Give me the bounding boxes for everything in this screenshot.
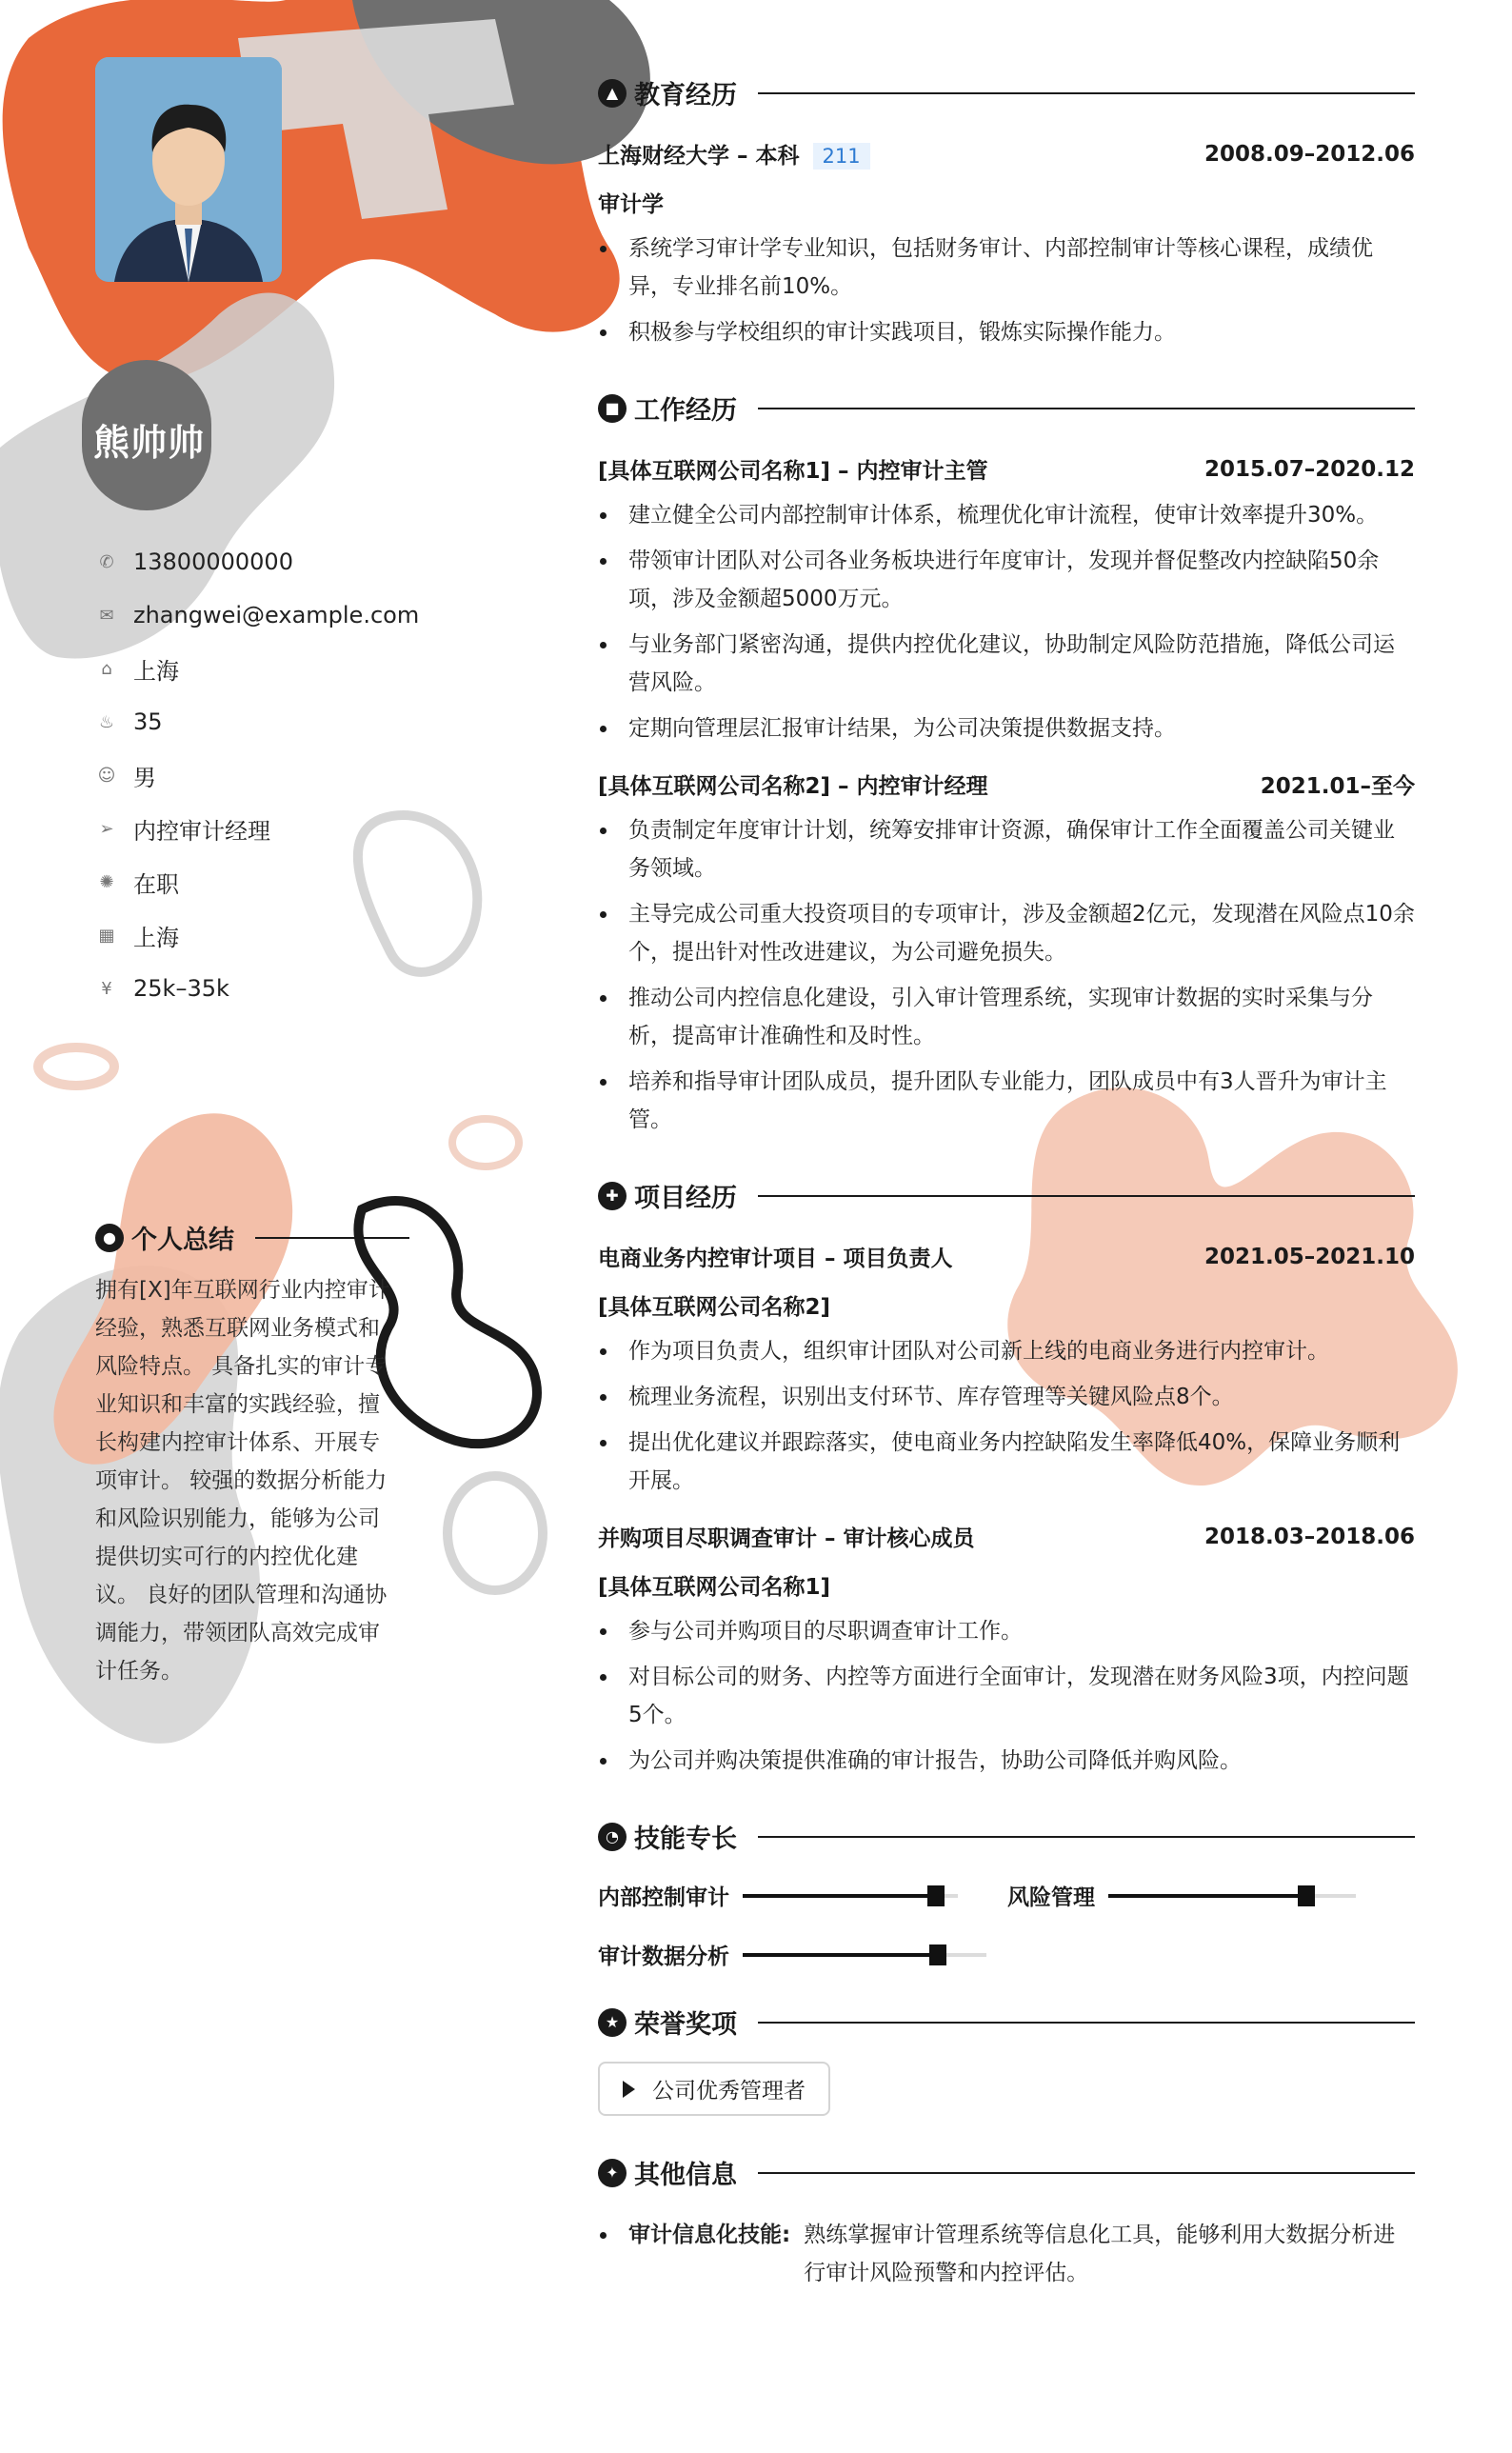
list-item: 作为项目负责人，组织审计团队对公司新上线的电商业务进行内控审计。 [598, 1332, 1415, 1370]
cake-icon: ♨ [98, 711, 115, 732]
major: 审计学 [598, 192, 664, 217]
list-item: 对目标公司的财务、内控等方面进行全面审计，发现潜在财务风险3项，内控问题5个。 [598, 1658, 1415, 1734]
divider [758, 1836, 1415, 1838]
list-item: 与业务部门紧密沟通，提供内控优化建议，协助制定风险防范措施，降低公司运营风险。 [598, 626, 1415, 702]
contact-gender: ☺ 男 [95, 748, 419, 802]
awards-section: ★ 荣誉奖项 公司优秀管理者 [598, 2004, 1415, 2116]
list-item: 推动公司内控信息化建设，引入审计管理系统，实现审计数据的实时采集与分析，提高审计准确性和及时性。 [598, 979, 1415, 1055]
projects-section: ✚ 项目经历 电商业务内控审计项目 – 项目负责人 2021.05–2021.10 [具体互联网公司名称2] 作为项目负责人，组织审计团队对公司新上线的电商业务进行内控审计。 梳理业务流程，识别出支付环节、库存管理等关键风险点8个。 提出优化建议并跟踪落实，使电商业务内控缺陷发生率降低40%，保障业务顺利开展。 并购项目尽职调查审计 – 审计核心成员 2018.03–2018.06 [具体互联网公司名称1] 参与公司并购项目的尽职调查审计工作。 对目标公司的财务、内控等方面进行全面审计，发现潜在财务风险3项，内控问题5个。 为公司并购决策提供准确的审计报告，协助公司降低并购风险。 [598, 1177, 1415, 1780]
phone-icon: ✆ [99, 551, 114, 572]
list-item: 积极参与学校组织的审计实践项目，锻炼实际操作能力。 [598, 313, 1415, 351]
project-company: [具体互联网公司名称1] [598, 1575, 831, 1600]
contact-phone: ✆ 13800000000 [95, 535, 419, 588]
contact-position: ➢ 内控审计经理 [95, 802, 419, 855]
contact-location: ⌂ 上海 [95, 642, 419, 695]
grid-icon: ✚ [598, 1182, 627, 1210]
other-section: ✦ 其他信息 审计信息化技能: 熟练掌握审计管理系统等信息化工具，能够利用大数据分析进行审计风险预警和内控评估。 [598, 2154, 1415, 2292]
contact-city: ▦ 上海 [95, 908, 419, 962]
skill-bar [1108, 1894, 1356, 1898]
list-item: 为公司并购决策提供准确的审计报告，协助公司降低并购风险。 [598, 1742, 1415, 1780]
divider [758, 2022, 1415, 2024]
outline-ring-small [452, 1119, 519, 1167]
send-icon: ➢ [99, 818, 114, 839]
skill-knob [929, 1944, 946, 1965]
education-bullets [598, 229, 1415, 351]
building-icon: ▦ [98, 925, 115, 946]
divider [255, 1237, 409, 1239]
skills-section: ◔ 技能专长 内部控制审计 风险管理 审计数据分析 [598, 1818, 1415, 1994]
project-bullets [598, 1332, 1415, 1500]
skill-item: 风险管理 [1007, 1880, 1356, 1911]
profile-name: 熊帅帅 [93, 422, 206, 464]
main-column [598, 74, 1415, 2300]
yen-icon: ¥ [101, 978, 112, 999]
contact-status: ✺ 在职 [95, 855, 419, 908]
job-bullets [598, 496, 1415, 748]
contact-age: ♨ 35 [95, 695, 419, 748]
job-bullets [598, 811, 1415, 1139]
project-header: 电商业务内控审计项目 – 项目负责人 2021.05–2021.10 [598, 1244, 1415, 1271]
avatar [95, 57, 282, 282]
skill-item: 审计数据分析 [598, 1939, 986, 1970]
contact-email[interactable]: ✉ zhangwei@example.com [95, 588, 419, 642]
job-header: [具体互联网公司名称1] – 内控审计主管 2015.07–2020.12 [598, 456, 1415, 484]
list-item: 审计信息化技能: 熟练掌握审计管理系统等信息化工具，能够利用大数据分析进行审计风险预警和内控评估。 [598, 2216, 1415, 2292]
list-item: 定期向管理层汇报审计结果，为公司决策提供数据支持。 [598, 709, 1415, 748]
school-tag: 211 [813, 143, 870, 170]
job-header: [具体互联网公司名称2] – 内控审计经理 2021.01–至今 [598, 774, 1415, 799]
skill-bar [743, 1894, 958, 1898]
list-item: 梳理业务流程，识别出支付环节、库存管理等关键风险点8个。 [598, 1378, 1415, 1416]
divider [758, 408, 1415, 409]
user-icon: ● [95, 1224, 124, 1252]
info-icon: ✦ [598, 2159, 627, 2187]
mail-icon: ✉ [99, 605, 114, 626]
skill-fill [1108, 1894, 1306, 1898]
project-company: [具体互联网公司名称2] [598, 1295, 831, 1320]
summary-text: 拥有[X]年互联网行业内控审计经验，熟悉互联网业务模式和风险特点。 具备扎实的审计专业知识和丰富的实践经验，擅长构建内控审计体系、开展专项审计。 较强的数据分析能力和风险识别能力，能够为公司提供切实可行的内控优化建议。 良好的团队管理和沟通协调能力，带领团队高效完成审计任务。 [95, 1278, 390, 1684]
project-header: 并购项目尽职调查审计 – 审计核心成员 2018.03–2018.06 [598, 1524, 1415, 1551]
play-icon [623, 2081, 635, 2098]
skill-list [598, 1880, 1415, 1994]
contact-list [95, 535, 419, 1015]
contact-salary: ¥ 25k–35k [95, 962, 419, 1015]
list-item: 培养和指导审计团队成员，提升团队专业能力，团队成员中有3人晋升为审计主管。 [598, 1063, 1415, 1139]
award-icon: ★ [598, 2008, 627, 2037]
skill-item: 内部控制审计 [598, 1880, 958, 1911]
divider [758, 1195, 1415, 1197]
list-item: 系统学习审计学专业知识，包括财务审计、内部控制审计等核心课程，成绩优异，专业排名前10%。 [598, 229, 1415, 306]
face-icon: ☺ [97, 765, 116, 786]
list-item: 建立健全公司内部控制审计体系，梳理优化审计流程，使审计效率提升30%。 [598, 496, 1415, 534]
list-item: 带领审计团队对公司各业务板块进行年度审计，发现并督促整改内控缺陷50余项，涉及金额超5000万元。 [598, 542, 1415, 618]
home-icon: ⌂ [101, 658, 112, 679]
list-item: 负责制定年度审计计划，统筹安排审计资源，确保审计工作全面覆盖公司关键业务领域。 [598, 811, 1415, 887]
skill-fill [743, 1894, 936, 1898]
skill-knob [927, 1885, 945, 1906]
work-section: ■ 工作经历 [具体互联网公司名称1] – 内控审计主管 2015.07–2020.12 建立健全公司内部控制审计体系，梳理优化审计流程，使审计效率提升30%。 带领审计团队对公司各业务板块进行年度审计，发现并督促整改内控缺陷50余项，涉及金额超5000万元。 与业务部门紧密沟通，提供内控优化建议，协助制定风险防范措施，降低公司运营风险。 定期向管理层汇报审计结果，为公司决策提供数据支持。 [具体互联网公司名称2] – 内控审计经理 2021.01–至今 负责制定年度审计计划，统筹安排审计资源，确保审计工作全面覆盖公司关键业务领域。 主导完成公司重大投资项目的专项审计，涉及金额超2亿元，发现潜在风险点10余个，提出针对性改进建议，为公司避免损失。 推动公司内控信息化建设，引入审计管理系统，实现审计数据的实时采集与分析，提高审计准确性和及时性。 培养和指导审计团队成员，提升团队专业能力，团队成员中有3人晋升为审计主管。 [598, 389, 1415, 1139]
school-name: 上海财经大学 – 本科 [598, 144, 800, 169]
briefcase-icon: ■ [598, 394, 627, 423]
skill-knob [1298, 1885, 1315, 1906]
skill-bar [743, 1953, 986, 1957]
summary-section [95, 1219, 409, 1690]
list-item: 提出优化建议并跟踪落实，使电商业务内控缺陷发生率降低40%，保障业务顺利开展。 [598, 1424, 1415, 1500]
project-bullets [598, 1612, 1415, 1780]
list-item: 参与公司并购项目的尽职调查审计工作。 [598, 1612, 1415, 1650]
outline-ring-peach [38, 1047, 114, 1086]
status-icon: ✺ [99, 871, 114, 892]
award-chip: 公司优秀管理者 [598, 2062, 830, 2116]
education-date: 2008.09–2012.06 [1204, 141, 1415, 167]
chart-icon: ◔ [598, 1823, 627, 1851]
summary-heading: ● 个人总结 [95, 1219, 409, 1256]
education-section: ▲ 教育经历 上海财经大学 – 本科 211 2008.09–2012.06 审计学 系统学习审计学专业知识，包括财务审计、内部控制审计等核心课程，成绩优异，专业排名前10%。 积极参与学校组织的审计实践项目，锻炼实际操作能力。 [598, 74, 1415, 351]
list-item: 主导完成公司重大投资项目的专项审计，涉及金额超2亿元，发现潜在风险点10余个，提出针对性改进建议，为公司避免损失。 [598, 895, 1415, 971]
divider [758, 92, 1415, 94]
skill-fill [743, 1953, 938, 1957]
divider [758, 2172, 1415, 2174]
graduation-cap-icon: ▲ [598, 79, 627, 108]
outline-ring [448, 1476, 543, 1590]
